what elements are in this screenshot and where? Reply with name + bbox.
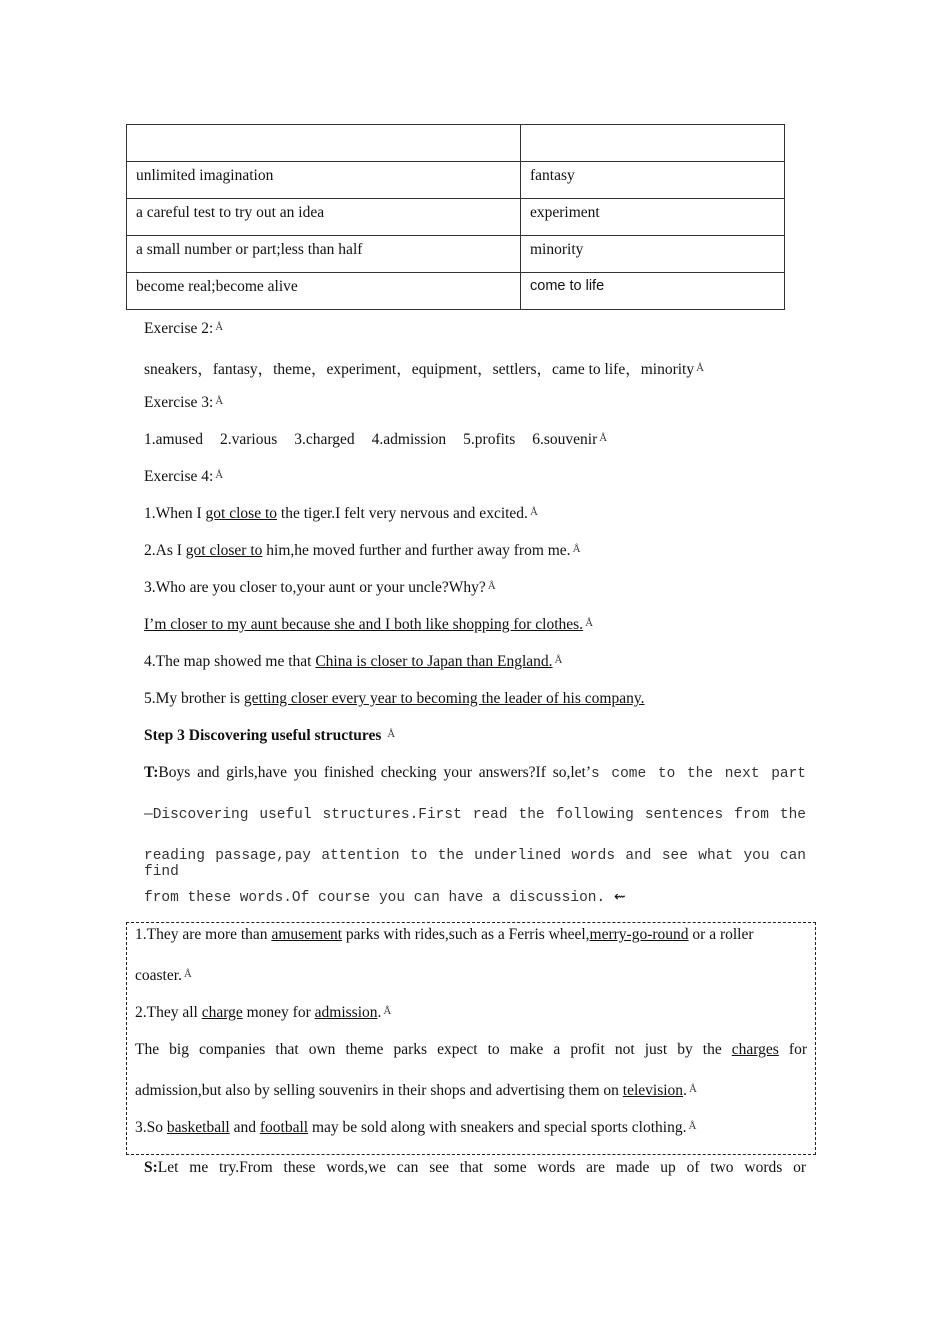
- teacher-line-1: T:Boys and girls,have you finished checking your answers?If so,let’s come to the next part: [144, 764, 806, 782]
- exercise4-sentence-2: 2.As I got closer to him,he moved further and further away from me. Å: [144, 542, 581, 559]
- box-sentence-1: 1.They are more than amusement parks with rides,such as a Ferris wheel,merry-go-round or a roller: [135, 926, 754, 943]
- table-row: [127, 236, 785, 273]
- word-cell: fantasy: [521, 162, 785, 199]
- word-cell: minority: [521, 236, 785, 273]
- teacher-line-2: —Discovering useful structures.First read the following sentences from the: [144, 807, 806, 823]
- exercise2-answers: sneakers，fantasy，theme，experiment，equipment，settlers，came to life，minority Å: [144, 361, 705, 378]
- word-cell: come to life: [521, 273, 785, 310]
- exercise4-sentence-1: 1.When I got close to the tiger.I felt very nervous and excited. Å: [144, 505, 538, 522]
- step3-heading: Step 3 Discovering useful structures Å: [144, 727, 396, 744]
- exercise3-title: Exercise 3: Å: [144, 394, 224, 411]
- student-line: S:Let me try.From these words,we can see that some words are made up of two words or: [144, 1159, 806, 1176]
- definition-cell: a small number or part;less than half: [127, 236, 521, 273]
- box-paragraph-line-1: The big companies that own theme parks expect to make a profit not just by the charges for: [135, 1041, 807, 1058]
- box-paragraph-line-2: admission,but also by selling souvenirs in their shops and advertising them on television. Å: [135, 1082, 697, 1099]
- exercise3-answers: 1.amused 2.various 3.charged 4.admission 5.profits 6.souvenir Å: [144, 431, 608, 448]
- box-sentence-1-cont: coaster. Å: [135, 967, 192, 984]
- exercise4-sentence-3-answer: I’m closer to my aunt because she and I both like shopping for clothes. Å: [144, 616, 594, 633]
- table-row: [127, 162, 785, 199]
- exercise4-sentence-4: 4.The map showed me that China is closer to Japan than England. Å: [144, 653, 563, 670]
- exercise2-title: Exercise 2: Å: [144, 320, 224, 337]
- definition-cell: unlimited imagination: [127, 162, 521, 199]
- table-header-cell: [521, 125, 785, 162]
- table-header-cell: [127, 125, 521, 162]
- vocabulary-table: [126, 124, 785, 310]
- exercise4-sentence-3: 3.Who are you closer to,your aunt or your uncle?Why? Å: [144, 579, 496, 596]
- definition-cell: become real;become alive: [127, 273, 521, 310]
- box-sentence-2: 2.They all charge money for admission. Å: [135, 1004, 392, 1021]
- exercise4-sentence-5: 5.My brother is getting closer every year to becoming the leader of his company.: [144, 690, 645, 707]
- teacher-line-4: from these words.Of course you can have a discussion. ⇜: [144, 889, 626, 906]
- table-row: [127, 199, 785, 236]
- box-sentence-3: 3.So basketball and football may be sold along with sneakers and special sports clothing. Å: [135, 1119, 697, 1136]
- table-header-row: [127, 125, 785, 162]
- exercise4-title: Exercise 4: Å: [144, 468, 224, 485]
- definition-cell: a careful test to try out an idea: [127, 199, 521, 236]
- teacher-line-3: reading passage,pay attention to the underlined words and see what you can find: [144, 848, 806, 880]
- word-cell: experiment: [521, 199, 785, 236]
- line-break-icon: ⇜: [613, 889, 626, 905]
- table-row: [127, 273, 785, 310]
